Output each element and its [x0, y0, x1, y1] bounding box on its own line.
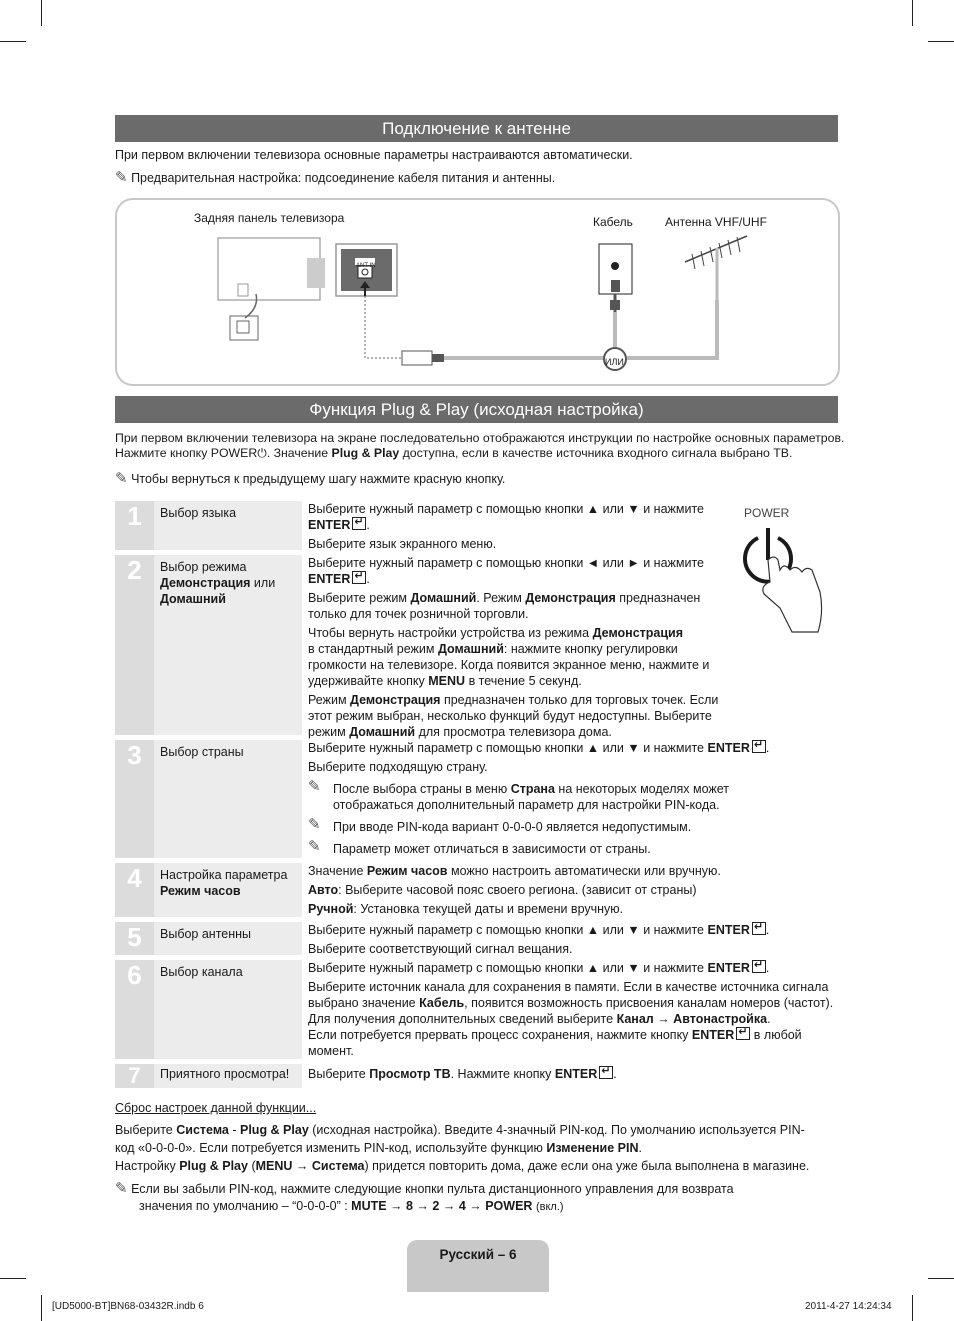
crop-mark — [0, 41, 26, 42]
tv-back-label: Задняя панель телевизора — [194, 211, 345, 225]
enter-icon — [752, 922, 766, 935]
step-number: 1 — [115, 501, 154, 550]
step-number: 3 — [115, 740, 154, 858]
step-description: Значение Режим часов можно настроить автоматически или вручную. Авто: Выберите часовой пояс своего региона. (зависит от страны) Ручной: Установка текущей даты и времени вручную. — [308, 864, 721, 916]
step-label: Выбор режима Демонстрация или Домашний — [154, 555, 302, 735]
diagram-illustration — [117, 200, 838, 384]
crop-mark — [41, 1295, 42, 1321]
note-icon: ✎ — [308, 778, 321, 795]
enter-icon — [352, 571, 366, 584]
antenna-intro: При первом включении телевизора основные параметры настраиваются автоматически. — [115, 148, 633, 162]
enter-icon — [352, 517, 366, 530]
ant-in-label: ANT IN — [356, 263, 376, 269]
step-description: Выберите нужный параметр с помощью кнопки ◄ или ► и нажмите ENTER↵ . Выберите режим Домашний. Режим Демонстрация предназначен только для точек розничной торговли. Чтобы вернуть настройки устройства из режима Демонстрация в стандартный режим Домашний: нажмите кнопку регулировки громкости на телевизоре. Когда появится экранное меню, нажмите и удерживайте кнопку MENU в течение 5 секунд. Режим Демонстрация предназначен только для торговых точек. Если этот режим выбран, несколько функций будут недоступны. Выберите режим Домашний для просмотра телевизора дома. — [308, 555, 728, 743]
reset-text: Выберите Система - Plug & Play (исходная настройка). Введите 4-значный PIN-код. По умолчанию используется PIN- код «0-0-0-0». Если потребуется изменить PIN-код, используйте функцию Изменение PIN. Настройку Plug & Play (MENU → Система) придется повторить дома, даже если она уже была выполнена в магазине. — [115, 1123, 810, 1173]
antenna-note: ✎ Предварительная настройка: подсоединение кабеля питания и антенны. — [115, 169, 556, 186]
enter-icon — [736, 1027, 750, 1040]
note-icon: ✎ — [308, 838, 321, 855]
page-number: Русский – 6 — [439, 1247, 517, 1262]
step-number: 7 — [115, 1064, 154, 1088]
step-description: Выберите нужный параметр с помощью кнопки ▲ или ▼ и нажмите ENTER↵ . Выберите язык экранного меню. — [308, 501, 728, 555]
crop-mark — [912, 0, 913, 26]
step-description: Выберите нужный параметр с помощью кнопки ▲ или ▼ и нажмите ENTER↵ . Выберите источник канала для сохранения в памяти. Если в качестве источника сигнала выбрано значение Кабель, появится возможность присвоения каналам номеров (частот). Для получения дополнительных сведений выберите Канал → Автонастройка. Если потребуется прервать процесс сохранения, нажмите кнопку ENTER↵ в любой момент. — [308, 960, 838, 1062]
step-label: Приятного просмотра! — [154, 1064, 302, 1088]
plug-play-intro-1: При первом включении телевизора на экране последовательно отображаются инструкции по настройке основных параметров. — [115, 431, 845, 445]
crop-mark — [912, 1295, 913, 1321]
plug-play-intro-2: Нажмите кнопку POWER⏻. Значение Plug & Play доступна, если в качестве источника входного сигнала выбрано ТВ. — [115, 446, 793, 460]
step-label: Настройка параметра Режим часов — [154, 863, 302, 917]
enter-icon — [752, 740, 766, 753]
antenna-diagram — [115, 198, 840, 386]
crop-mark — [928, 1278, 954, 1279]
step-number: 6 — [115, 960, 154, 1059]
step-label: Выбор канала — [154, 960, 302, 1059]
or-label: ИЛИ — [605, 357, 624, 367]
step-label: Выбор языка — [154, 501, 302, 550]
step-number: 4 — [115, 863, 154, 917]
step-description: Выберите нужный параметр с помощью кнопки ▲ или ▼ и нажмите ENTER↵ . Выберите соответствующий сигнал вещания. — [308, 922, 828, 960]
section-title-plug-play: Функция Plug & Play (исходная настройка) — [115, 396, 838, 423]
reset-note: ✎ Если вы забыли PIN-код, нажмите следующие кнопки пульта дистанционного управления для возврата значения по умолчанию – “0-0-0-0” : MUTE → 8 → 2 → 4 → POWER (вкл.) — [115, 1180, 734, 1213]
step-label: Выбор страны — [154, 740, 302, 858]
note-icon: ✎ — [308, 816, 321, 833]
section-title-antenna: Подключение к антенне — [115, 115, 838, 142]
plug-play-note: ✎ Чтобы вернуться к предыдущему шагу нажмите красную кнопку. — [115, 470, 506, 487]
antenna-label: Антенна VHF/UHF — [665, 215, 767, 229]
step-number: 2 — [115, 555, 154, 735]
step-description: Выберите Просмотр ТВ. Нажмите кнопку ENTER↵ . — [308, 1066, 828, 1085]
enter-icon — [752, 960, 766, 973]
reset-title: Сброс настроек данной функции... — [115, 1101, 317, 1115]
cable-label: Кабель — [593, 215, 633, 229]
power-symbol-icon: ⏻ — [257, 446, 267, 460]
footer-date: 2011-4-27 14:24:34 — [805, 1301, 892, 1312]
power-label: POWER — [744, 506, 790, 520]
crop-mark — [0, 1278, 26, 1279]
step-number: 5 — [115, 922, 154, 955]
step-description: Выберите нужный параметр с помощью кнопки ▲ или ▼ и нажмите ENTER↵ . Выберите подходящую страну. ✎ После выбора страны в меню Страна на некоторых моделях может отображаться дополнительный параметр для настройки PIN-кода. ✎ При вводе PIN-кода вариант 0-0-0-0 является недопустимым. ✎ Параметр может отличаться в зависимости от страны. — [308, 740, 828, 861]
step-label: Выбор антенны — [154, 922, 302, 955]
note-icon: ✎ — [115, 470, 128, 487]
footer-file: [UD5000-BT]BN68-03432R.indb 6 — [52, 1301, 204, 1312]
power-button-hand-icon — [740, 520, 830, 638]
enter-icon — [599, 1066, 613, 1079]
crop-mark — [41, 0, 42, 26]
note-icon: ✎ — [115, 1180, 128, 1197]
crop-mark — [928, 41, 954, 42]
note-icon: ✎ — [115, 169, 128, 186]
